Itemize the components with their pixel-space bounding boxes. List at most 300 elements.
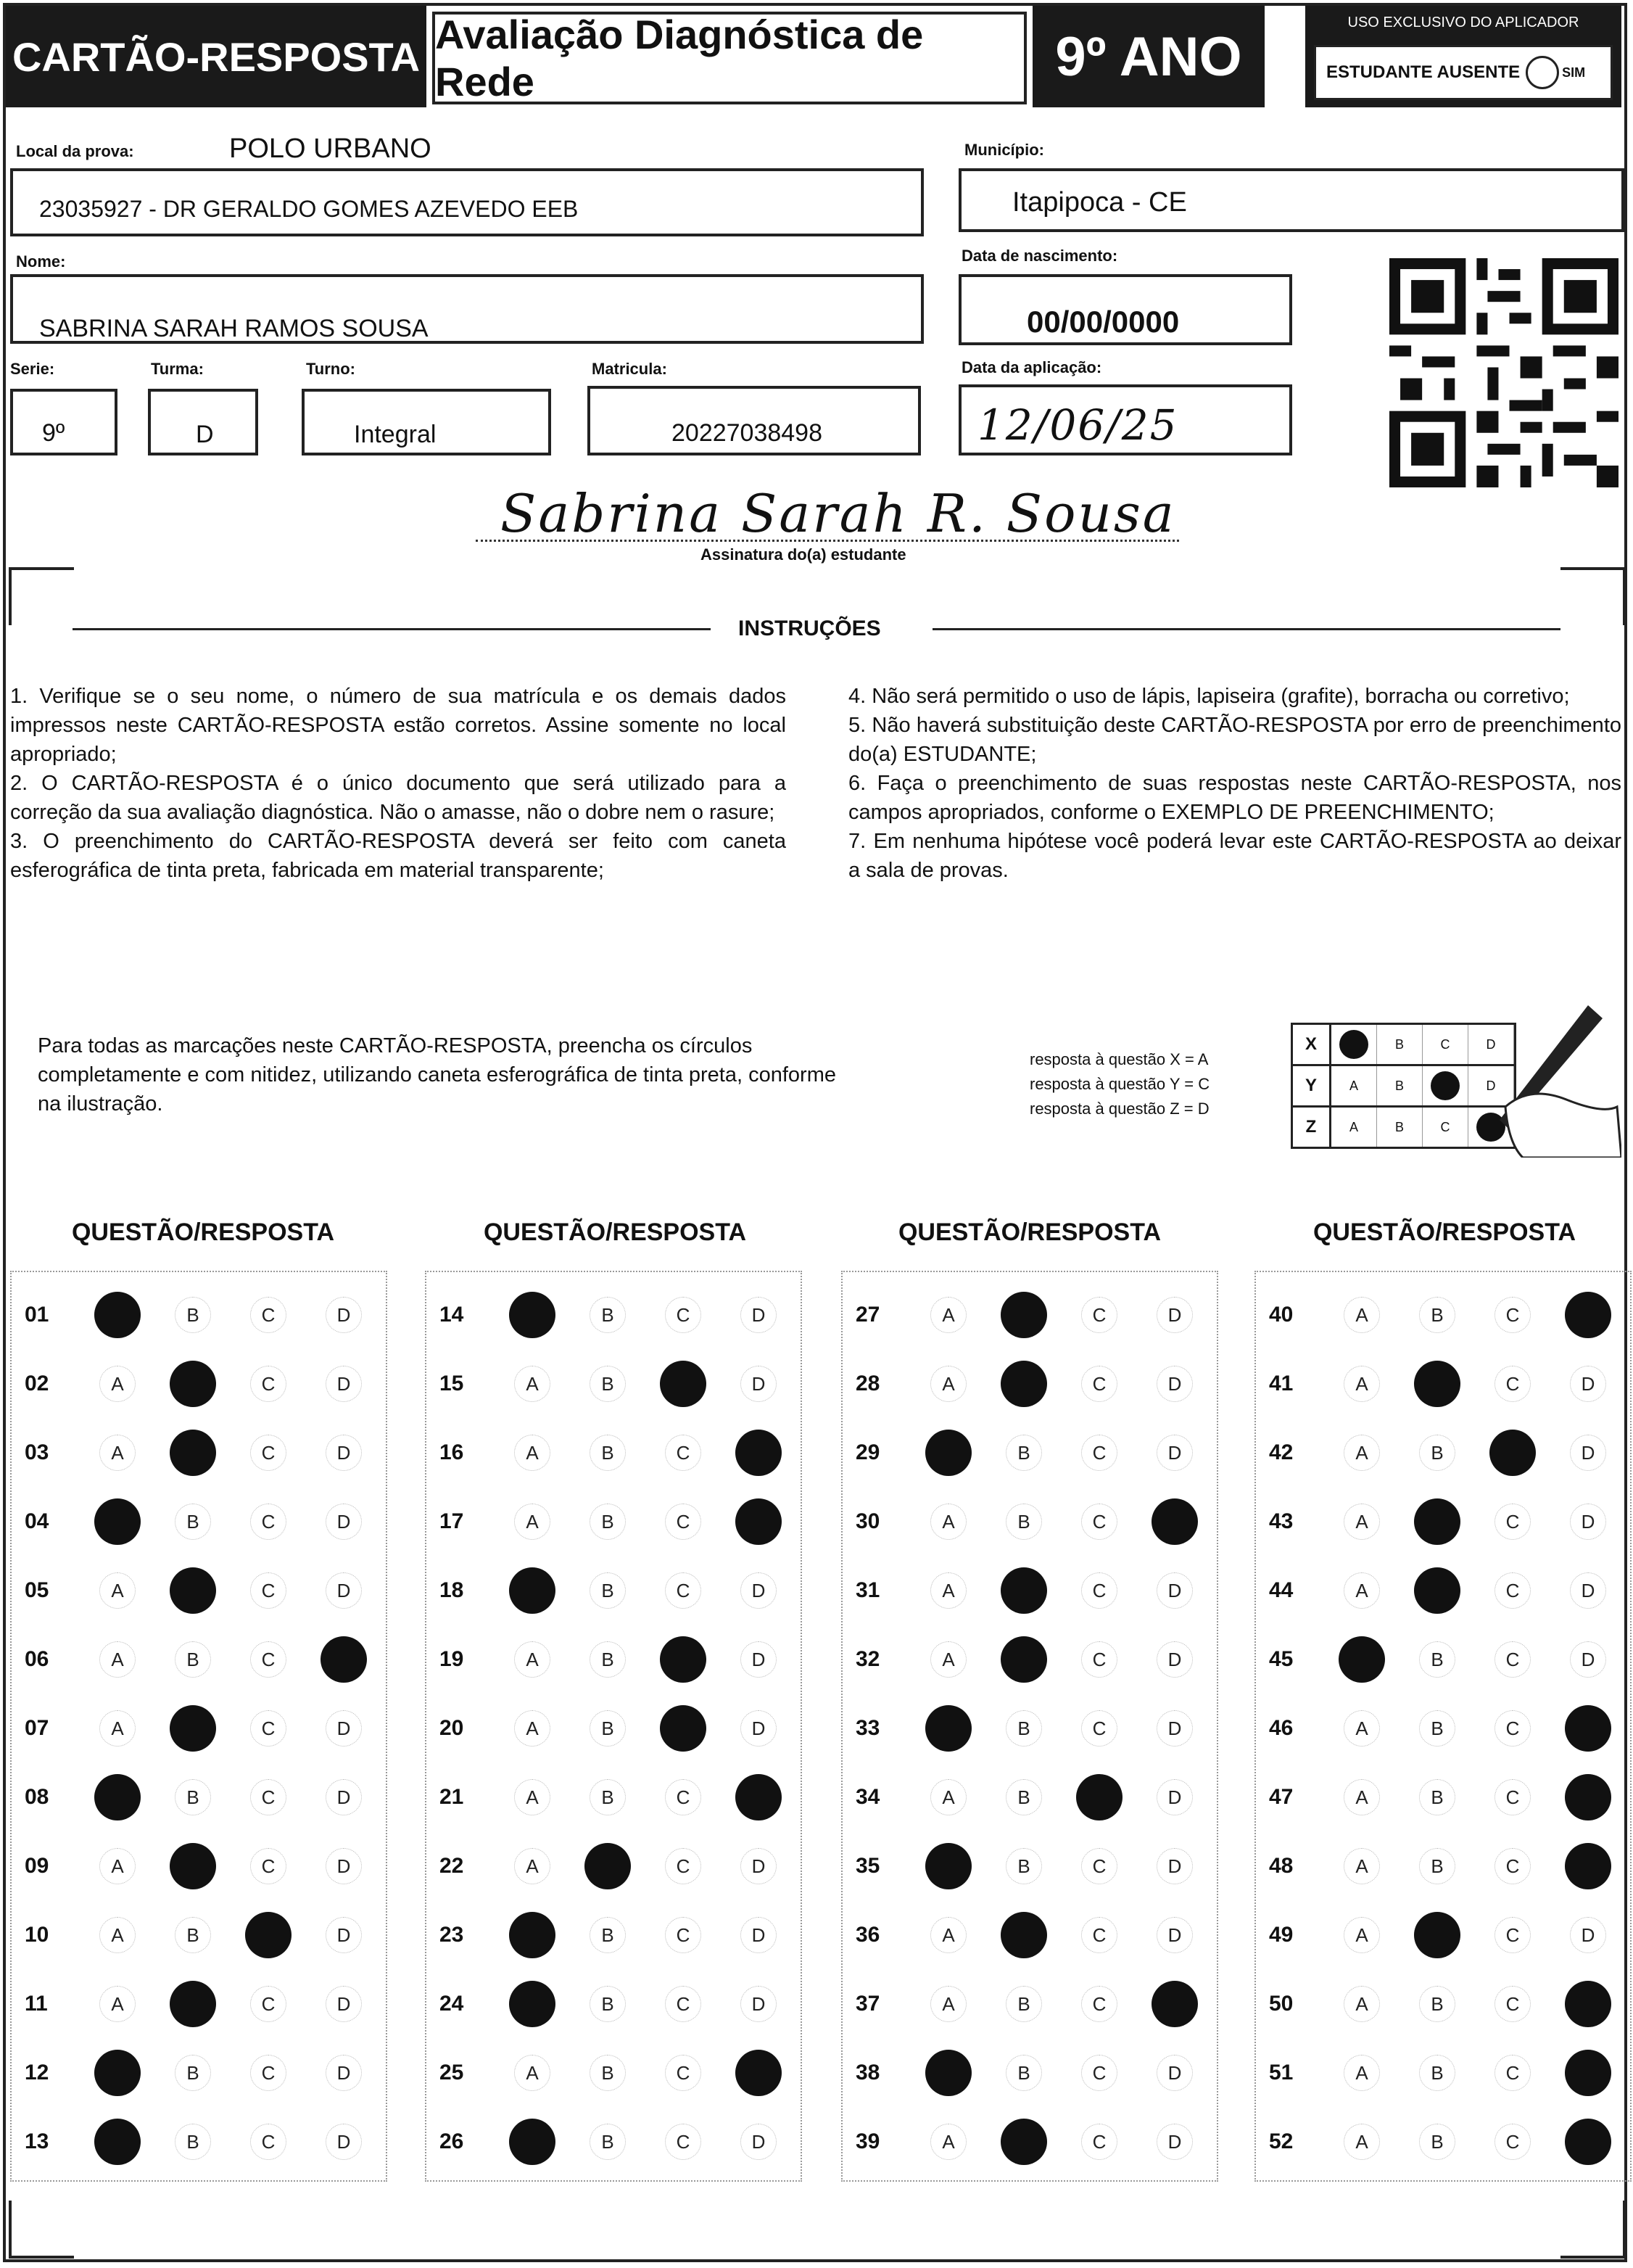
answer-bubble-a[interactable]	[509, 1912, 555, 1958]
signature: Sabrina Sarah R. Sousa	[500, 483, 1176, 544]
instruction-1: 1. Verifique se o seu nome, o número de sua matrícula e os demais dados impressos neste CARTÃO-RESPOSTA estão corretos. Assine somente no local apropriado;	[10, 685, 786, 766]
answer-bubble-a[interactable]	[509, 1567, 555, 1614]
answer-bubble-b[interactable]: B	[590, 1917, 626, 1953]
nasc-label: Data de nascimento:	[962, 247, 1118, 265]
answer-bubble-b[interactable]	[1001, 1912, 1047, 1958]
answer-bubble-a[interactable]: A	[99, 1572, 136, 1609]
question-row	[426, 1838, 801, 1896]
absent-bubble[interactable]	[1526, 56, 1559, 89]
answer-bubble-d[interactable]	[1152, 1981, 1198, 2027]
answer-bubble-c[interactable]: C	[665, 1435, 701, 1471]
answer-bubble-b[interactable]: B	[1419, 2124, 1455, 2160]
question-number: 15	[439, 1372, 464, 1395]
question-row	[426, 1907, 801, 1965]
answer-bubble-d[interactable]: D	[326, 1779, 362, 1815]
answer-bubble-d[interactable]: D	[1157, 1917, 1193, 1953]
question-number: 23	[439, 1923, 464, 1947]
answer-column	[841, 1271, 1218, 2182]
question-row	[426, 1424, 801, 1483]
answer-bubble-d[interactable]	[1565, 2050, 1611, 2096]
answer-bubble-a[interactable]	[925, 1705, 972, 1752]
municipio-label: Município:	[964, 141, 1044, 159]
answer-bubble-d[interactable]: D	[326, 2055, 362, 2091]
answer-bubble-c[interactable]	[245, 1912, 292, 1958]
example-question: Z	[1293, 1108, 1331, 1147]
answer-bubble-d[interactable]: D	[740, 1848, 777, 1884]
instructions-rule-right	[933, 628, 1560, 630]
answer-bubble-c[interactable]: C	[250, 2055, 286, 2091]
answer-bubble-d[interactable]: D	[326, 1986, 362, 2022]
answer-bubble-a[interactable]: A	[1344, 2055, 1380, 2091]
example-bubble: D	[1468, 1066, 1514, 1105]
answer-bubble-d[interactable]: D	[326, 1366, 362, 1402]
answer-bubble-d[interactable]: D	[326, 1572, 362, 1609]
question-row	[12, 1631, 386, 1689]
answer-bubble-d[interactable]: D	[740, 1986, 777, 2022]
answer-bubble-c[interactable]: C	[1494, 1641, 1531, 1678]
answer-bubble-c[interactable]	[660, 1361, 706, 1407]
answer-bubble-c[interactable]: C	[250, 1710, 286, 1747]
answer-bubble-c[interactable]: C	[250, 1366, 286, 1402]
answer-bubble-c[interactable]	[660, 1705, 706, 1752]
answer-bubble-a[interactable]: A	[930, 1504, 967, 1540]
answer-bubble-c[interactable]: C	[250, 2124, 286, 2160]
question-row	[426, 2114, 801, 2172]
instructions-title: INSTRUÇÕES	[738, 617, 881, 640]
answer-bubble-a[interactable]	[925, 1843, 972, 1889]
answer-bubble-b[interactable]	[1001, 1292, 1047, 1338]
answer-bubble-c[interactable]: C	[1081, 1366, 1117, 1402]
answer-bubble-a[interactable]: A	[514, 1641, 550, 1678]
question-number: 06	[25, 1647, 49, 1671]
answer-bubble-a[interactable]	[509, 1292, 555, 1338]
question-number: 07	[25, 1716, 49, 1740]
question-number: 17	[439, 1509, 464, 1533]
answer-bubble-d[interactable]	[1565, 1981, 1611, 2027]
question-row	[1256, 1838, 1630, 1896]
question-row	[1256, 1287, 1630, 1345]
absent-label: ESTUDANTE AUSENTE	[1326, 62, 1521, 82]
turno-field	[302, 389, 551, 455]
answer-bubble-b[interactable]	[1001, 2119, 1047, 2165]
question-number: 16	[439, 1440, 464, 1464]
answer-bubble-b[interactable]	[1001, 1567, 1047, 1614]
answer-bubble-d[interactable]: D	[326, 1297, 362, 1333]
answer-bubble-d[interactable]: D	[1157, 1366, 1193, 1402]
answer-bubble-d[interactable]: D	[326, 1917, 362, 1953]
applicator-label: USO EXCLUSIVO DO APLICADOR	[1347, 15, 1579, 30]
answer-bubble-d[interactable]: D	[740, 1297, 777, 1333]
answer-bubble-a[interactable]	[94, 1292, 141, 1338]
answer-bubble-b[interactable]: B	[590, 1572, 626, 1609]
answer-bubble-c[interactable]: C	[250, 1779, 286, 1815]
question-number: 26	[439, 2129, 464, 2153]
answer-bubble-c[interactable]: C	[1081, 2124, 1117, 2160]
question-number: 14	[439, 1303, 464, 1327]
question-row	[12, 1907, 386, 1965]
answer-bubble-b[interactable]: B	[175, 2055, 211, 2091]
answer-bubble-c[interactable]: C	[1494, 1504, 1531, 1540]
example-bubble	[1423, 1066, 1468, 1105]
question-row	[12, 1424, 386, 1483]
answer-bubble-a[interactable]: A	[99, 1641, 136, 1678]
answer-bubble-a[interactable]	[925, 1430, 972, 1476]
answer-bubble-a[interactable]: A	[514, 1779, 550, 1815]
exam-subtitle: Avaliação Diagnóstica de Rede	[432, 12, 1027, 104]
answer-bubble-d[interactable]: D	[326, 1710, 362, 1747]
column-heading: QUESTÃO/RESPOSTA	[483, 1218, 747, 1246]
answer-bubble-b[interactable]	[170, 1981, 216, 2027]
answer-bubble-a[interactable]	[94, 1774, 141, 1820]
answer-bubble-c[interactable]: C	[1081, 1504, 1117, 1540]
question-number: 12	[25, 2061, 49, 2085]
frame-corner-tl	[9, 567, 74, 625]
answer-bubble-c[interactable]: C	[665, 1917, 701, 1953]
answer-bubble-b[interactable]: B	[1419, 1710, 1455, 1747]
question-number: 04	[25, 1509, 49, 1533]
nome-field	[10, 274, 924, 344]
column-heading: QUESTÃO/RESPOSTA	[898, 1218, 1162, 1246]
frame-corner-tr	[1560, 567, 1626, 625]
answer-bubble-b[interactable]	[170, 1567, 216, 1614]
answer-bubble-d[interactable]	[1152, 1498, 1198, 1545]
answer-bubble-b[interactable]: B	[590, 1986, 626, 2022]
grade-label: 9º ANO	[1033, 6, 1265, 107]
answer-bubble-a[interactable]	[509, 1981, 555, 2027]
question-number: 11	[25, 1992, 48, 2016]
instruction-6: 6. Faça o preenchimento de suas respostas neste CARTÃO-RESPOSTA, nos campos apropriados, conforme o EXEMPLO DE PREENCHIMENTO;	[848, 772, 1621, 824]
answer-bubble-a[interactable]	[94, 1498, 141, 1545]
answer-bubble-a[interactable]: A	[930, 1366, 967, 1402]
question-number: 30	[856, 1509, 880, 1533]
question-row	[843, 1493, 1217, 1551]
question-row	[426, 2045, 801, 2103]
municipio-value: Itapipoca - CE	[1012, 187, 1187, 218]
answer-bubble-a[interactable]: A	[99, 1366, 136, 1402]
aplic-value: 12/06/25	[977, 400, 1178, 450]
answer-bubble-a[interactable]: A	[1344, 1848, 1380, 1884]
question-number: 21	[439, 1785, 464, 1809]
answer-bubble-c[interactable]: C	[665, 1779, 701, 1815]
answer-bubble-d[interactable]: D	[1570, 1641, 1606, 1678]
answer-bubble-a[interactable]: A	[514, 1848, 550, 1884]
answer-bubble-c[interactable]: C	[1081, 1641, 1117, 1678]
answer-bubble-a[interactable]	[925, 2050, 972, 2096]
answer-bubble-d[interactable]	[1565, 1292, 1611, 1338]
question-number: 36	[856, 1923, 880, 1947]
answer-bubble-d[interactable]: D	[740, 1641, 777, 1678]
answer-bubble-a[interactable]: A	[1344, 1710, 1380, 1747]
school-value: 23035927 - DR GERALDO GOMES AZEVEDO EEB	[39, 196, 579, 222]
question-row	[843, 1976, 1217, 2034]
answer-bubble-b[interactable]: B	[590, 2124, 626, 2160]
answer-bubble-b[interactable]: B	[175, 1641, 211, 1678]
qr-code	[1389, 258, 1618, 487]
answer-bubble-d[interactable]: D	[326, 2124, 362, 2160]
answer-bubble-d[interactable]: D	[1570, 1917, 1606, 1953]
answer-bubble-d[interactable]	[1565, 2119, 1611, 2165]
answer-bubble-b[interactable]	[1414, 1567, 1460, 1614]
answer-bubble-b[interactable]: B	[590, 1366, 626, 1402]
answer-bubble-b[interactable]: B	[1419, 1986, 1455, 2022]
answer-bubble-b[interactable]: B	[1419, 1297, 1455, 1333]
answer-column	[425, 1271, 802, 2182]
nasc-field	[959, 274, 1292, 345]
answer-bubble-b[interactable]	[170, 1843, 216, 1889]
answer-bubble-b[interactable]	[170, 1705, 216, 1752]
answer-bubble-b[interactable]: B	[175, 1297, 211, 1333]
answer-bubble-a[interactable]: A	[99, 1435, 136, 1471]
answer-bubble-b[interactable]: B	[175, 2124, 211, 2160]
answer-bubble-c[interactable]: C	[665, 2124, 701, 2160]
answer-bubble-a[interactable]: A	[930, 1779, 967, 1815]
answer-bubble-a[interactable]: A	[930, 1297, 967, 1333]
answer-bubble-a[interactable]	[94, 2050, 141, 2096]
answer-bubble-a[interactable]: A	[1344, 1572, 1380, 1609]
answer-bubble-c[interactable]: C	[1494, 1366, 1531, 1402]
answer-bubble-d[interactable]: D	[1570, 1366, 1606, 1402]
municipio-field	[959, 168, 1624, 232]
answer-bubble-c[interactable]: C	[1494, 1297, 1531, 1333]
question-row	[12, 1769, 386, 1827]
answer-bubble-c[interactable]: C	[1081, 1917, 1117, 1953]
answer-bubble-a[interactable]	[94, 2119, 141, 2165]
answer-bubble-a[interactable]: A	[930, 2124, 967, 2160]
answer-bubble-c[interactable]: C	[665, 1848, 701, 1884]
answer-bubble-c[interactable]: C	[1494, 2055, 1531, 2091]
answer-bubble-a[interactable]: A	[1344, 1779, 1380, 1815]
question-number: 20	[439, 1716, 464, 1740]
answer-bubble-b[interactable]: B	[590, 1297, 626, 1333]
answer-bubble-b[interactable]: B	[590, 1504, 626, 1540]
answer-bubble-a[interactable]: A	[1344, 2124, 1380, 2160]
answer-bubble-b[interactable]	[170, 1361, 216, 1407]
answer-bubble-b[interactable]: B	[590, 1435, 626, 1471]
answer-bubble-c[interactable]: C	[665, 2055, 701, 2091]
applicator-box	[1305, 6, 1621, 107]
answer-bubble-d[interactable]	[1565, 1705, 1611, 1752]
answer-bubble-c[interactable]: C	[1494, 1710, 1531, 1747]
answer-bubble-c[interactable]: C	[250, 1641, 286, 1678]
example-bubble: C	[1423, 1025, 1468, 1064]
answer-bubble-a[interactable]: A	[1344, 1917, 1380, 1953]
answer-bubble-a[interactable]: A	[514, 2055, 550, 2091]
answer-bubble-c[interactable]	[1489, 1430, 1536, 1476]
answer-bubble-d[interactable]: D	[1570, 1504, 1606, 1540]
answer-bubble-a[interactable]: A	[514, 1366, 550, 1402]
answer-bubble-d[interactable]: D	[1157, 1572, 1193, 1609]
answer-bubble-a[interactable]: A	[930, 1641, 967, 1678]
answer-bubble-d[interactable]: D	[1570, 1572, 1606, 1609]
answer-bubble-d[interactable]: D	[1570, 1435, 1606, 1471]
answer-bubble-c[interactable]	[660, 1636, 706, 1683]
answer-bubble-a[interactable]: A	[514, 1435, 550, 1471]
answer-bubble-b[interactable]	[1001, 1361, 1047, 1407]
answer-bubble-b[interactable]: B	[1006, 1504, 1042, 1540]
answer-bubble-d[interactable]: D	[1157, 1297, 1193, 1333]
answer-bubble-c[interactable]	[1076, 1774, 1123, 1820]
answer-bubble-d[interactable]	[321, 1636, 367, 1683]
answer-bubble-d[interactable]: D	[1157, 2055, 1193, 2091]
example-bubble: C	[1423, 1108, 1468, 1147]
school-field	[10, 168, 924, 236]
answer-bubble-c[interactable]: C	[250, 1848, 286, 1884]
answer-bubble-d[interactable]: D	[326, 1504, 362, 1540]
answer-bubble-a[interactable]: A	[1344, 1297, 1380, 1333]
answer-bubble-d[interactable]: D	[326, 1435, 362, 1471]
question-row	[12, 1287, 386, 1345]
instruction-5: 5. Não haverá substituição deste CARTÃO-RESPOSTA por erro de preenchimento do(a) ESTUDANTE;	[848, 714, 1621, 766]
answer-bubble-a[interactable]: A	[99, 1848, 136, 1884]
answer-bubble-a[interactable]: A	[99, 1986, 136, 2022]
answer-bubble-d[interactable]: D	[1157, 1779, 1193, 1815]
question-row	[1256, 1976, 1630, 2034]
answer-bubble-b[interactable]: B	[1006, 1710, 1042, 1747]
answer-column	[10, 1271, 387, 2182]
answer-bubble-c[interactable]: C	[250, 1435, 286, 1471]
answer-bubble-c[interactable]: C	[665, 1504, 701, 1540]
answer-bubble-d[interactable]	[1565, 1843, 1611, 1889]
answer-bubble-d[interactable]: D	[326, 1848, 362, 1884]
question-number: 13	[25, 2129, 49, 2153]
example-bubble: B	[1377, 1025, 1423, 1064]
answer-bubble-d[interactable]: D	[1157, 1435, 1193, 1471]
answer-bubble-b[interactable]	[1001, 1636, 1047, 1683]
answer-bubble-d[interactable]: D	[1157, 1710, 1193, 1747]
question-row	[426, 1562, 801, 1620]
answer-bubble-c[interactable]: C	[1081, 1710, 1117, 1747]
answer-bubble-d[interactable]	[735, 1430, 782, 1476]
question-row	[1256, 1907, 1630, 1965]
answer-bubble-c[interactable]: C	[1081, 2055, 1117, 2091]
answer-bubble-c[interactable]: C	[250, 1504, 286, 1540]
answer-bubble-a[interactable]: A	[514, 1710, 550, 1747]
example-bubble: A	[1331, 1108, 1377, 1147]
answer-bubble-b[interactable]: B	[1419, 1641, 1455, 1678]
answer-bubble-a[interactable]: A	[1344, 1435, 1380, 1471]
answer-bubble-b[interactable]: B	[1419, 1435, 1455, 1471]
question-number: 33	[856, 1716, 880, 1740]
question-number: 42	[1269, 1440, 1294, 1464]
answer-bubble-a[interactable]: A	[930, 1917, 967, 1953]
question-number: 50	[1269, 1992, 1294, 2016]
answer-bubble-d[interactable]: D	[740, 1710, 777, 1747]
answer-bubble-c[interactable]: C	[1081, 1986, 1117, 2022]
answer-bubble-c[interactable]: C	[1494, 1848, 1531, 1884]
example-line-z: resposta à questão Z = D	[1030, 1100, 1210, 1118]
answer-bubble-a[interactable]: A	[99, 1710, 136, 1747]
answer-bubble-b[interactable]: B	[1006, 1435, 1042, 1471]
frame-corner-bl	[9, 2201, 74, 2259]
instruction-2: 2. O CARTÃO-RESPOSTA é o único documento que será utilizado para a correção da sua avaliação diagnóstica. Não o amasse, não o dobre nem o rasure;	[10, 772, 786, 824]
answer-bubble-c[interactable]: C	[1081, 1572, 1117, 1609]
answer-bubble-c[interactable]: C	[1494, 1779, 1531, 1815]
answer-bubble-c[interactable]: C	[665, 1297, 701, 1333]
answer-bubble-d[interactable]	[735, 1774, 782, 1820]
answer-bubble-c[interactable]: C	[1081, 1435, 1117, 1471]
answer-bubble-b[interactable]	[1414, 1912, 1460, 1958]
answer-bubble-d[interactable]	[735, 2050, 782, 2096]
answer-bubble-b[interactable]	[1414, 1361, 1460, 1407]
question-row	[843, 2114, 1217, 2172]
answer-bubble-c[interactable]: C	[1081, 1297, 1117, 1333]
answer-bubble-b[interactable]: B	[590, 2055, 626, 2091]
answer-bubble-b[interactable]: B	[590, 1641, 626, 1678]
turma-label: Turma:	[151, 360, 204, 378]
answer-bubble-c[interactable]: C	[1494, 2124, 1531, 2160]
example-line-y: resposta à questão Y = C	[1030, 1075, 1210, 1093]
answer-bubble-a[interactable]	[509, 2119, 555, 2165]
answer-bubble-a[interactable]: A	[930, 1572, 967, 1609]
answer-bubble-d[interactable]: D	[1157, 2124, 1193, 2160]
answer-bubble-b[interactable]: B	[1006, 1848, 1042, 1884]
nasc-value: 00/00/0000	[1027, 305, 1180, 339]
answer-bubble-b[interactable]: B	[175, 1917, 211, 1953]
question-number: 08	[25, 1785, 49, 1809]
answer-bubble-b[interactable]: B	[175, 1779, 211, 1815]
answer-bubble-b[interactable]: B	[1006, 1779, 1042, 1815]
answer-bubble-b[interactable]: B	[1419, 1779, 1455, 1815]
answer-bubble-c[interactable]: C	[1494, 1572, 1531, 1609]
answer-bubble-a[interactable]: A	[1344, 1986, 1380, 2022]
answer-bubble-d[interactable]: D	[740, 2124, 777, 2160]
answer-bubble-b[interactable]: B	[1419, 2055, 1455, 2091]
question-number: 40	[1269, 1303, 1294, 1327]
answer-bubble-b[interactable]: B	[1419, 1848, 1455, 1884]
answer-bubble-c[interactable]: C	[250, 1986, 286, 2022]
answer-bubble-b[interactable]	[170, 1430, 216, 1476]
answer-bubble-d[interactable]	[735, 1498, 782, 1545]
answer-bubble-d[interactable]	[1565, 1774, 1611, 1820]
answer-column	[1254, 1271, 1632, 2182]
answer-bubble-c[interactable]: C	[1081, 1848, 1117, 1884]
answer-bubble-a[interactable]: A	[514, 1504, 550, 1540]
answer-bubble-d[interactable]: D	[740, 1572, 777, 1609]
answer-bubble-b[interactable]: B	[1006, 1986, 1042, 2022]
answer-bubble-a[interactable]	[1339, 1636, 1385, 1683]
answer-bubble-c[interactable]: C	[665, 1572, 701, 1609]
answer-bubble-c[interactable]: C	[665, 1986, 701, 2022]
answer-bubble-d[interactable]: D	[1157, 1641, 1193, 1678]
answer-bubble-a[interactable]: A	[1344, 1366, 1380, 1402]
question-row	[426, 1356, 801, 1414]
answer-bubble-b[interactable]	[1414, 1498, 1460, 1545]
answer-bubble-b[interactable]: B	[1006, 2055, 1042, 2091]
answer-bubble-a[interactable]: A	[1344, 1504, 1380, 1540]
answer-bubble-d[interactable]: D	[740, 1917, 777, 1953]
answer-bubble-b[interactable]: B	[175, 1504, 211, 1540]
answer-bubble-a[interactable]: A	[930, 1986, 967, 2022]
answer-bubble-b[interactable]: B	[590, 1710, 626, 1747]
answer-bubble-c[interactable]: C	[250, 1297, 286, 1333]
instructions-rule-left	[73, 628, 711, 630]
answer-bubble-d[interactable]: D	[1157, 1848, 1193, 1884]
example-question: X	[1293, 1025, 1331, 1064]
answer-bubble-a[interactable]: A	[99, 1917, 136, 1953]
local-value: POLO URBANO	[229, 133, 431, 164]
answer-bubble-c[interactable]: C	[1494, 1917, 1531, 1953]
answer-bubble-c[interactable]: C	[1494, 1986, 1531, 2022]
question-row	[426, 1287, 801, 1345]
instructions-left	[10, 682, 786, 885]
answer-bubble-c[interactable]: C	[250, 1572, 286, 1609]
answer-bubble-b[interactable]	[584, 1843, 631, 1889]
answer-bubble-b[interactable]: B	[590, 1779, 626, 1815]
signature-line	[476, 540, 1179, 542]
answer-bubble-d[interactable]: D	[740, 1366, 777, 1402]
instructions-right	[848, 682, 1621, 885]
turno-label: Turno:	[306, 360, 356, 378]
